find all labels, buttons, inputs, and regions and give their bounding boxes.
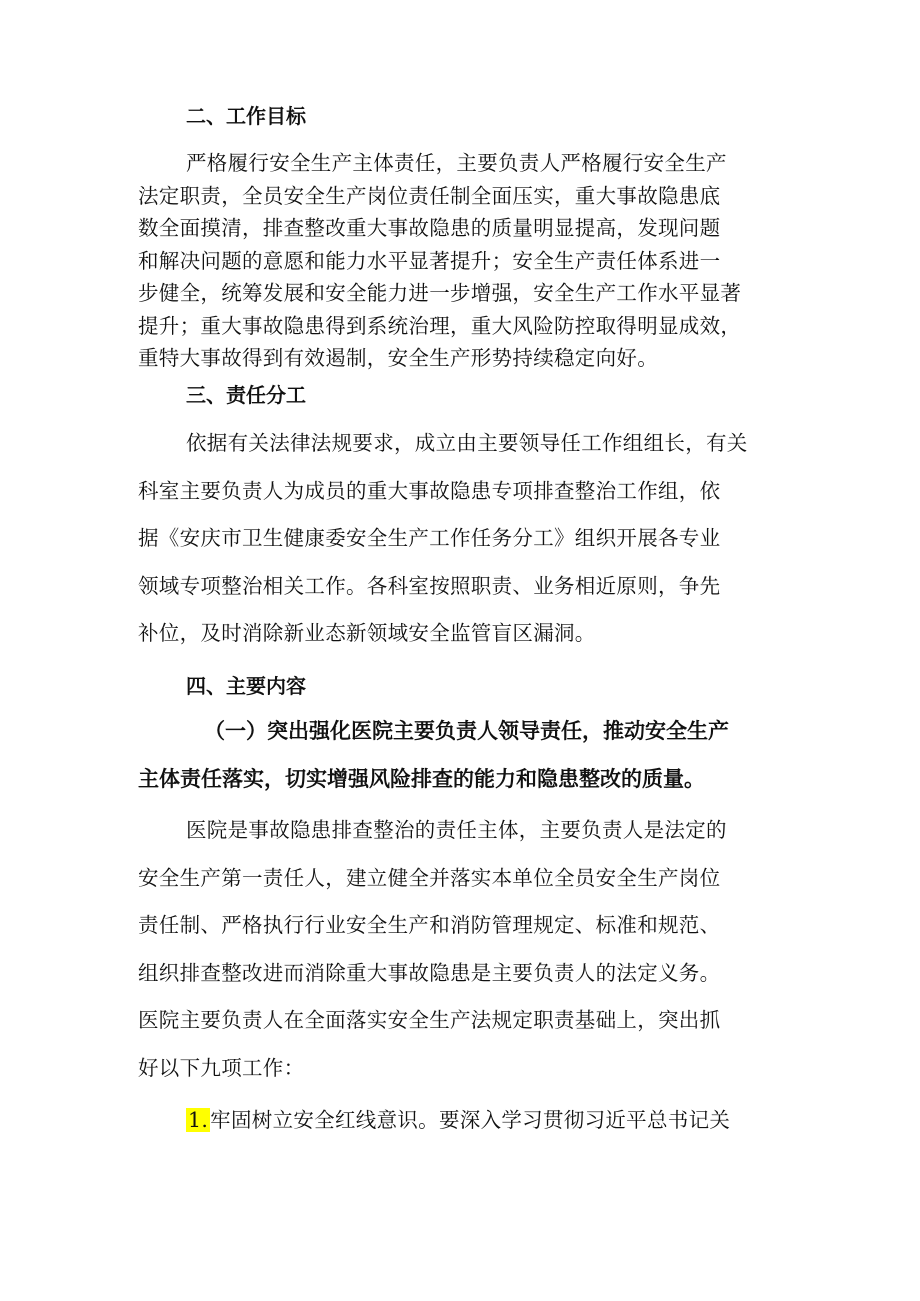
item-number-highlight: 1.: [188, 1108, 209, 1132]
list-item-1: [186, 1102, 730, 1138]
heading-responsibility-division: 三、责任分工: [186, 383, 306, 407]
text-line: 领域专项整治相关工作。各科室按照职责、业务相近原则，争先: [138, 573, 721, 598]
paragraph-responsibility-division: [138, 420, 794, 658]
text-line: 重特大事故得到有效遏制，安全生产形势持续稳定向好。: [138, 346, 658, 370]
subheading-line: （一）突出强化医院主要负责人领导责任，推动安全生产: [204, 719, 729, 743]
text-line: 法定职责，全员安全生产岗位责任制全面压实，重大事故隐患底: [138, 183, 721, 208]
text-line: 安全生产第一责任人，建立健全并落实本单位全员安全生产岗位: [138, 865, 721, 890]
text-line: 医院是事故隐患排查整治的责任主体，主要负责人是法定的: [186, 818, 727, 842]
text-line: 责任制、严格执行行业安全生产和消防管理规定、标准和规范、: [138, 913, 721, 937]
text-line: 依据有关法律法规要求，成立由主要领导任工作组组长，有关: [186, 431, 748, 455]
text-line: 好以下九项工作：: [138, 1055, 305, 1080]
subheading-line: 主体责任落实，切实增强风险排查的能力和隐患整改的质量。: [138, 767, 705, 791]
text-line: 补位，及时消除新业态新领域安全监管盲区漏洞。: [138, 621, 596, 645]
heading-work-goal: 二、工作目标: [186, 104, 306, 128]
text-line: 严格履行安全生产主体责任，主要负责人严格履行安全生产: [186, 151, 727, 175]
heading-main-content: 四、主要内容: [186, 674, 306, 698]
text-line: 和解决问题的意愿和能力水平显著提升；安全生产责任体系进一: [138, 248, 721, 273]
subheading-first-point: [138, 707, 794, 803]
item-text: 牢固树立安全红线意识。要深入学习贯彻习近平总书记关: [210, 1108, 731, 1132]
text-line: 据《安庆市卫生健康委安全生产工作任务分工》组织开展各专业: [138, 526, 721, 550]
text-line: 提升；重大事故隐患得到系统治理，重大风险防控取得明显成效，: [138, 313, 742, 338]
text-line: 数全面摸清，排查整改重大事故隐患的质量明显提高，发现问题: [138, 216, 721, 240]
paragraph-main-content: [138, 807, 794, 1092]
text-line: 科室主要负责人为成员的重大事故隐患专项排查整治工作组，依: [138, 478, 721, 503]
text-line: 医院主要负责人在全面落实安全生产法规定职责基础上，突出抓: [138, 1008, 721, 1032]
text-line: 步健全，统筹发展和安全能力进一步增强，安全生产工作水平显著: [138, 281, 742, 305]
paragraph-work-goal: [138, 147, 794, 375]
text-line: 组织排查整改进而消除重大事故隐患是主要负责人的法定义务。: [138, 960, 721, 985]
